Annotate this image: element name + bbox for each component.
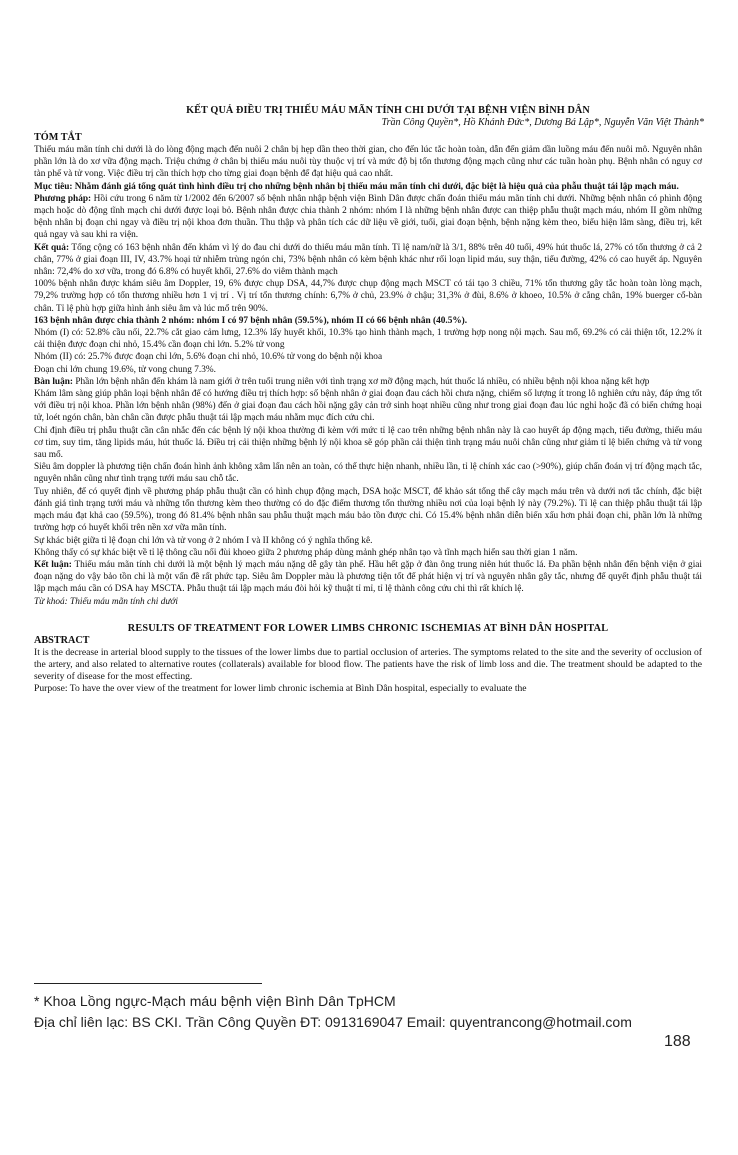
group1-paragraph: Nhóm (I) có: 52.8% cầu nối, 22.7% cắt giao cảm lưng, 12.3% lấy huyết khối, 10.3% tạo hình thành mạch, 1 trường hợp nong nội mạch. Sau mổ, 69.2% có cải thiện tốt, 12.2% ít cải thiện được đoạn chi nhỏ, 15.4% cần đoạn chi lớn. 5.2% tử vong	[34, 328, 702, 351]
keywords-line: Từ khoá: Thiếu máu mãn tính chi dưới	[34, 596, 178, 607]
conclusion-paragraph	[34, 559, 702, 596]
groups-paragraph: 163 bệnh nhân được chia thành 2 nhóm: nhóm I có 97 bệnh nhân (59.5%), nhóm II có 66 bệnh nhân (40.5%).	[34, 315, 468, 326]
method-paragraph	[34, 193, 702, 242]
intro-paragraph: Thiếu máu mãn tính chi dưới là do lòng động mạch đến nuôi 2 chân bị hẹp dần theo thời gian, cho đến lúc tắc hoàn toàn, dẫn đến giảm dần luồng máu đến nuôi mô. Nguyên nhân phần lớn là do xơ vữa động mạch. Triệu chứng ở chân bị thiếu máu nuôi tùy thuộc vị trí và mức độ bị tổn thương động mạch cũng như các tuần hoàn phụ. Bệnh nhân có nguy cơ tàn phế và tử vong. Việc điều trị cần thích hợp cho từng giai đoạn bệnh để đạt hiệu quả cao nhất.	[34, 145, 702, 180]
summary-heading: TÓM TẮT	[34, 132, 82, 143]
abstract-heading: ABSTRACT	[34, 634, 90, 646]
doppler-paragraph: 100% bệnh nhân được khám siêu âm Doppler, 19, 6% được chụp DSA, 44,7% được chụp động mạch MSCT có tái tạo 3 chiều, 71% tổn thương gây tắc hoàn toàn lòng mạch, 79,2% trường hợp có tổn thương nhiều hơn 1 vị trí . Vị trí tổn thương chính: 6,7% ở chủ, 23.9% ở chậu; 31,3% ở đùi, 8.6% ở khoeo, 10.5% ở cẳng chân, 19% buerger cổ-bàn chân. Tỉ lệ phù hợp giữa hình ảnh siêu âm và lúc mổ trên 90%.	[34, 279, 702, 314]
page-number: 188	[664, 1033, 691, 1050]
conclusion-text: Thiếu máu mãn tính chi dưới là một bệnh lý mạch máu nặng dễ gây tàn phế. Hầu hết gặp ở đàn ông trung niên hút thuốc lá. Đa phần bệnh nhân đến bệnh viện ở giai đoạn nặng do vậy bảo tồn chi là một vấn đề rất phức tạp. Siêu âm Doppler màu là phương tiện tốt để phát hiện vị trí và nguyên nhân gây tắc, nhưng để quyết định phẫu thuật tái lập mạch máu cần có DSA hay MSCTA. Phẫu thuật tái lập mạch máu đòi hỏi kỹ thuật tỉ mỉ, tỉ lệ thành công cứu chi thì rất khích lệ.	[34, 559, 702, 595]
conclusion-label: Kết luận:	[34, 559, 72, 570]
discussion-paragraph-6: Không thấy có sự khác biệt về tỉ lệ thông cầu nối đùi khoeo giữa 2 phương pháp dùng mảnh ghép nhân tạo và tĩnh mạch hiển sau thời gian 1 năm.	[34, 547, 578, 558]
discussion-paragraph	[34, 376, 702, 388]
total-paragraph: Đoạn chi lớn chung 19.6%, tử vong chung 7.3%.	[34, 364, 216, 375]
results-text: Tổng cộng có 163 bệnh nhân đến khám vì lý do đau chi dưới do thiếu máu mãn tính. Tỉ lệ nam/nữ là 3/1, 88% trên 40 tuổi, 49% hút thuốc lá, 27% có tổn thương ở cả 2 chân, 77% ở giai đoạn III, IV, 43.7% hoại tử nhiễm trùng ngón chi, 73% bệnh nhân có kèm bệnh khác như rối loạn lipid máu, suy thận, tiểu đường, 42% có cao huyết áp. Nguyên nhân: 72,4% do xơ vữa, trong đó 6.8% có huyết khối, 27.6% do viêm thành mạch	[34, 242, 702, 278]
group2-paragraph: Nhóm (II) có: 25.7% được đoạn chi lớn, 5.6% đoạn chi nhỏ, 10.6% tử vong do bệnh nội khoa	[34, 352, 383, 363]
authors-line: Trần Công Quyền*, Hồ Khánh Đức*, Dương Bá Lập*, Nguyễn Văn Việt Thành*	[381, 117, 704, 128]
method-label: Phương pháp:	[34, 193, 92, 204]
method-text: Hồi cứu trong 6 năm từ 1/2002 đến 6/2007 số bệnh nhân nhập bệnh viện Bình Dân được chẩn đoán thiếu máu mãn tính chi dưới. Những bệnh nhân có phình động mạch hoặc dò động tĩnh mạch chi dưới được loại bỏ. Bệnh nhân được chia thành 2 nhóm: nhóm I là những bệnh nhân được can thiệp phẫu thuật mạch máu, nhóm II gồm những bệnh nhân bị đoạn chi ngay và điều trị nội khoa đơn thuần. Thu thập và phân tích các dữ liệu về giới, tuổi, giai đoạn bệnh, bệnh nặng kèm theo, biểu hiện lâm sàng, điều trị, kết quả ngay và sau khi ra viện.	[34, 193, 702, 241]
footnote-affiliation: * Khoa Lồng ngực-Mạch máu bệnh viện Bình Dân TpHCM	[34, 993, 396, 1009]
objective-paragraph	[34, 181, 702, 193]
footnote	[34, 991, 694, 1033]
discussion-paragraph-2: Chỉ định điều trị phẫu thuật cần cân nhắc đến các bệnh lý nội khoa thường đi kèm với mức tỉ lệ cao trên những bệnh nhân này là cao huyết áp động mạch, tiểu đường, thiếu máu cơ tim, suy tim, tăng lipids máu, hút thuốc lá. Điều trị cải thiện những bệnh lý nội khoa sẽ góp phần cải thiện tình trạng máu nuôi chân cũng như giảm tỉ lệ biến chứng và tử vong sau mổ.	[34, 425, 702, 461]
footnote-divider	[34, 983, 262, 984]
discussion-label: Bàn luận:	[34, 376, 74, 387]
objective-label: Mục tiêu:	[34, 181, 73, 192]
results-label: Kết quả:	[34, 242, 70, 253]
summary-body	[34, 144, 702, 608]
results-paragraph	[34, 242, 702, 279]
paper-title-vn: KẾT QUẢ ĐIỀU TRỊ THIẾU MÁU MÃN TÍNH CHI DƯỚI TẠI BỆNH VIỆN BÌNH DÂN	[186, 105, 590, 116]
abstract-paragraph-2: Purpose: To have the over view of the treatment for lower limb chronic ischemia at Bình Dân hospital, especially to evaluate the	[34, 683, 527, 695]
discussion-paragraph-1: Khám lâm sàng giúp phân loại bệnh nhân để có hướng điều trị thích hợp: số bệnh nhân ở giai đoạn đau cách hồi chưa nặng, chiếm số lượng ít trong lô nghiên cứu này, đáp ứng tốt với điều trị nội khoa. Phần lớn bệnh nhân (98%) đến ở giai đoạn đau cách hồi nặng gây cản trở sinh hoạt nhiều cũng như trong giai đoạn đau lúc nghỉ hoặc đã có biến chứng hoại tử, loét ngón chân, bàn chân cần được phẫu thuật tái lập mạch máu nhằm mục đích cứu chi.	[34, 389, 702, 424]
discussion-text: Phần lớn bệnh nhân đến khám là nam giới ở trên tuổi trung niên với tình trạng xơ mỡ động mạch, hút thuốc lá nhiều, có nhiều bệnh nội khoa nặng kết hợp	[73, 376, 650, 387]
discussion-paragraph-4: Tuy nhiên, để có quyết định về phương pháp phẫu thuật cần có hình chụp động mạch, DSA hoặc MSCT, để khảo sát tổng thể cây mạch máu trên và dưới nơi tắc chính, đặc biệt đánh giá tình trạng tưới máu và những tổn thương kèm theo thường có do đặc điểm thương tổn thường nhiều nơi của loại bệnh lý này (79.2%). Tỉ lệ can thiệp phẫu thuật tái lập mạch máu đạt khả cao (59.5%), trong đó 81.4% bệnh nhân sau phẫu thuật mạch máu bảo tồn được chi. Có 15.4% bệnh nhân diễn biến xấu hơn phải đoạn chi, phần lớn là những trường hợp có huyết khối trên nền xơ vữa mãn tính.	[34, 486, 702, 534]
footnote-contact: Địa chỉ liên lạc: BS CKI. Trần Công Quyền ĐT: 0913169047 Email: quyentrancong@hotmail.com	[34, 1014, 632, 1030]
discussion-paragraph-5: Sự khác biệt giữa tỉ lệ đoạn chi lớn và tử vong ở 2 nhóm I và II không có ý nghĩa thống kê.	[34, 535, 373, 546]
abstract-paragraph-1: It is the decrease in arterial blood supply to the tissues of the lower limbs due to partial occlusion of arteries. The symptoms related to the site and the severity of occlusion of the artery, and also related to alternative routes (collaterals) available for blood flow. The patients have the risk of limb loss and die. The treatment should be adapted to the severity of disease for the most effecting.	[34, 646, 702, 683]
paper-page	[34, 104, 702, 696]
objective-text: Nhằm đánh giá tổng quát tình hình điều trị cho những bệnh nhân bị thiếu máu mãn tính chi dưới, đặc biệt là hiệu quả của phẫu thuật tái lập mạch máu.	[72, 181, 679, 192]
abstract-body	[34, 647, 702, 696]
paper-title-en: RESULTS OF TREATMENT FOR LOWER LIMBS CHRONIC ISCHEMIAS AT BÌNH DÂN HOSPITAL	[127, 622, 609, 634]
discussion-paragraph-3: Siêu âm doppler là phương tiện chẩn đoán hình ảnh không xâm lấn nên an toàn, có thể thực hiện nhanh, nhiều lần, tỉ lệ chính xác cao (>90%), giúp chẩn đoán vị trí động mạch tắc, nguyên nhân cũng như tình trạng tưới máu sau chỗ tắc.	[34, 462, 702, 485]
